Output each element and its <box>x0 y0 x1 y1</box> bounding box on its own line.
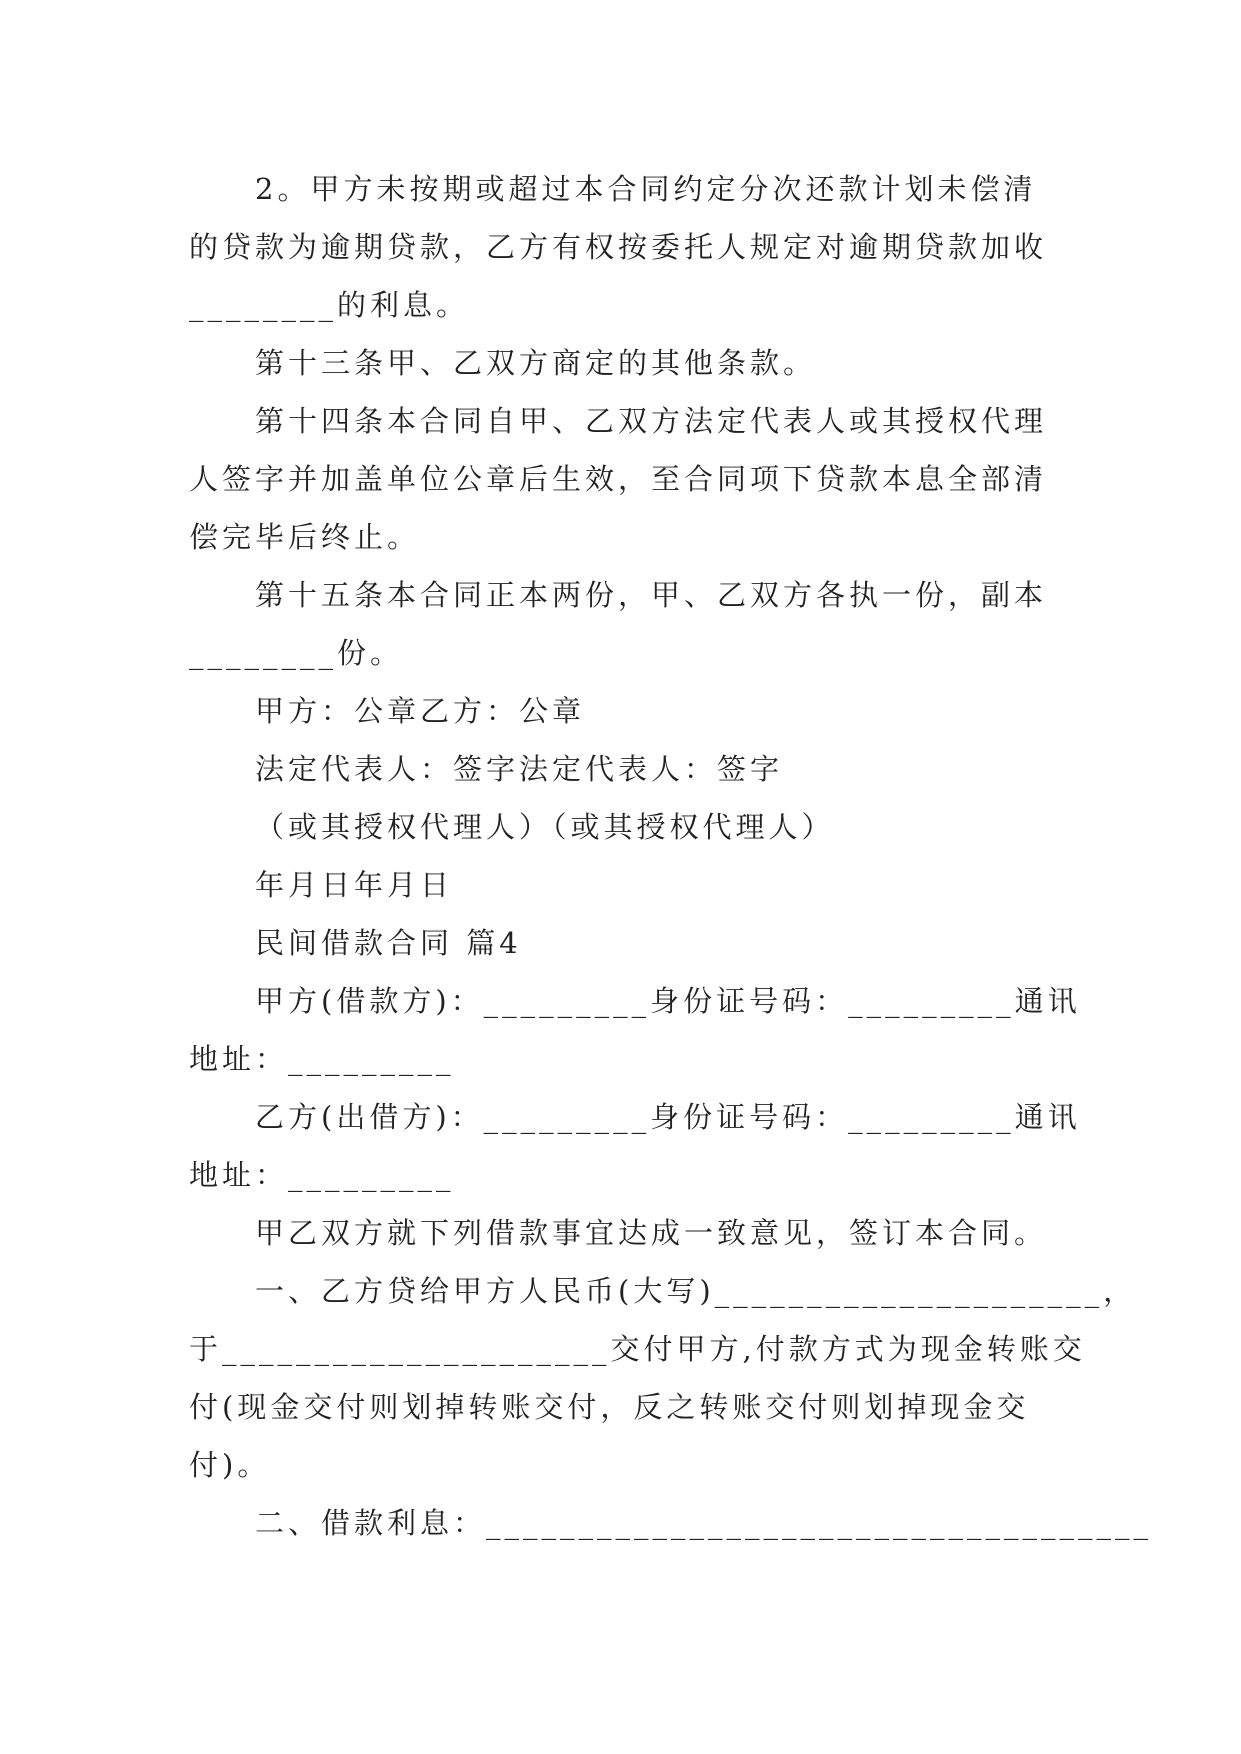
text-line: 地址：_________ <box>189 1042 455 1076</box>
text-line: 第十五条本合同正本两份，甲、乙双方各执一份，副本 <box>255 578 1048 612</box>
text-line: 付)。 <box>189 1448 271 1482</box>
text-line: 偿完毕后终止。 <box>189 520 421 554</box>
text-line: 甲方：公章乙方：公章 <box>255 694 586 728</box>
text-line: （或其授权代理人）（或其授权代理人） <box>255 810 835 844</box>
text-line: 付(现金交付则划掉转账交付，反之转账交付则划掉现金交 <box>189 1390 1030 1424</box>
text-line: 第十四条本合同自甲、乙双方法定代表人或其授权代理 <box>255 404 1048 438</box>
text-line: 于_____________________交付甲方,付款方式为现金转账交 <box>189 1332 1086 1366</box>
text-line: 年月日年月日 <box>255 868 454 902</box>
text-line: 甲方(借款方)：_________身份证号码：_________通讯 <box>255 984 1081 1018</box>
text-line: 二、借款利息：____________________________________ <box>255 1506 1153 1540</box>
text-line: 乙方(出借方)：_________身份证号码：_________通讯 <box>255 1100 1081 1134</box>
text-line: 一、乙方贷给甲方人民币(大写)_____________________， <box>255 1274 1137 1308</box>
text-line: 人签字并加盖单位公章后生效，至合同项下贷款本息全部清 <box>189 462 1048 496</box>
section-heading: 民间借款合同 篇4 <box>255 926 522 960</box>
text-line: 甲乙双方就下列借款事宜达成一致意见，签订本合同。 <box>255 1216 1048 1250</box>
text-line: 法定代表人：签字法定代表人：签字 <box>255 752 784 786</box>
text-line: 的贷款为逾期贷款，乙方有权按委托人规定对逾期贷款加收 <box>189 230 1048 264</box>
text-line: 第十三条甲、乙双方商定的其他条款。 <box>255 346 817 380</box>
text-line: ________份。 <box>189 636 404 670</box>
contract-text <box>189 160 1153 1552</box>
text-line: 地址：_________ <box>189 1158 455 1192</box>
text-line: 2。甲方未按期或超过本合同约定分次还款计划未偿清 <box>255 172 1037 206</box>
text-line: ________的利息。 <box>189 288 470 322</box>
